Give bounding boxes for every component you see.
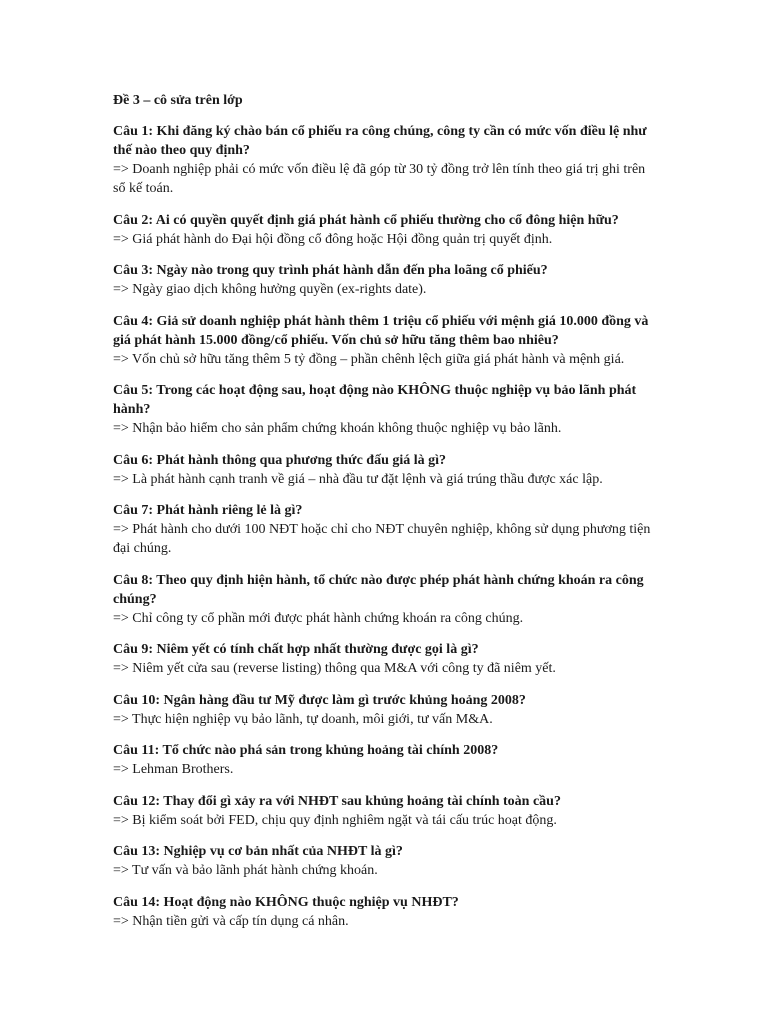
qa-item-1	[113, 122, 658, 198]
question-14: Câu 14: Hoạt động nào KHÔNG thuộc nghiệp vụ NHĐT?	[113, 894, 459, 910]
answer-12: => Bị kiểm soát bởi FED, chịu quy định nghiêm ngặt và tái cấu trúc hoạt động.	[113, 812, 557, 828]
question-3: Câu 3: Ngày nào trong quy trình phát hành dẫn đến pha loãng cổ phiếu?	[113, 263, 548, 278]
qa-item-13	[113, 842, 658, 880]
question-6: Câu 6: Phát hành thông qua phương thức đấu giá là gì?	[113, 452, 447, 468]
answer-2: => Giá phát hành do Đại hội đồng cổ đông hoặc Hội đồng quản trị quyết định.	[113, 231, 553, 247]
qa-item-4	[113, 312, 658, 369]
question-12: Câu 12: Thay đổi gì xảy ra với NHĐT sau khủng hoảng tài chính toàn cầu?	[113, 793, 561, 809]
answer-14: => Nhận tiền gửi và cấp tín dụng cá nhân.	[113, 913, 349, 929]
question-4: Câu 4: Giả sử doanh nghiệp phát hành thêm 1 triệu cổ phiếu với mệnh giá 10.000 đồng và giá phát hành 15.000 đồng/cổ phiếu. Vốn chủ sở hữu tăng thêm bao nhiêu?	[113, 313, 649, 348]
qa-item-7	[113, 501, 658, 558]
question-5: Câu 5: Trong các hoạt động sau, hoạt động nào KHÔNG thuộc nghiệp vụ bảo lãnh phát hành?	[113, 383, 637, 417]
qa-item-2	[113, 211, 658, 249]
question-2: Câu 2: Ai có quyền quyết định giá phát hành cổ phiếu thường cho cổ đông hiện hữu?	[113, 212, 619, 228]
answer-10: => Thực hiện nghiệp vụ bảo lãnh, tự doanh, môi giới, tư vấn M&A.	[113, 711, 493, 727]
qa-item-3	[113, 261, 658, 299]
question-9: Câu 9: Niêm yết có tính chất hợp nhất thường được gọi là gì?	[113, 642, 479, 657]
document-title: Đề 3 – cô sửa trên lớp	[113, 93, 243, 108]
qa-item-10	[113, 691, 658, 729]
answer-11: => Lehman Brothers.	[113, 762, 234, 777]
qa-item-11	[113, 741, 658, 779]
answer-1: => Doanh nghiệp phải có mức vốn điều lệ đã góp từ 30 tỷ đồng trở lên tính theo giá trị ghi trên sổ kế toán.	[113, 162, 646, 196]
answer-8: => Chỉ công ty cổ phần mới được phát hành chứng khoán ra công chúng.	[113, 610, 524, 626]
question-1: Câu 1: Khi đăng ký chào bán cổ phiếu ra công chúng, công ty cần có mức vốn điều lệ như thế nào theo quy định?	[113, 124, 647, 158]
qa-item-9	[113, 640, 658, 678]
answer-13: => Tư vấn và bảo lãnh phát hành chứng khoán.	[113, 863, 378, 878]
question-8: Câu 8: Theo quy định hiện hành, tổ chức nào được phép phát hành chứng khoán ra công chúng?	[113, 572, 644, 607]
qa-item-14	[113, 893, 658, 931]
answer-3: => Ngày giao dịch không hưởng quyền (ex-rights date).	[113, 282, 427, 297]
answer-9: => Niêm yết cửa sau (reverse listing) thông qua M&A với công ty đã niêm yết.	[113, 661, 556, 676]
question-10: Câu 10: Ngân hàng đầu tư Mỹ được làm gì trước khủng hoảng 2008?	[113, 692, 526, 708]
document-page	[113, 91, 658, 943]
answer-4: => Vốn chủ sở hữu tăng thêm 5 tỷ đồng – phần chênh lệch giữa giá phát hành và mệnh giá.	[113, 351, 625, 367]
answer-6: => Là phát hành cạnh tranh về giá – nhà đầu tư đặt lệnh và giá trúng thầu được xác lập.	[113, 471, 603, 487]
qa-item-6	[113, 451, 658, 489]
question-11: Câu 11: Tổ chức nào phá sản trong khủng hoảng tài chính 2008?	[113, 743, 499, 758]
question-13: Câu 13: Nghiệp vụ cơ bản nhất của NHĐT là gì?	[113, 844, 403, 859]
qa-item-5	[113, 381, 658, 438]
answer-5: => Nhận bảo hiểm cho sản phẩm chứng khoán không thuộc nghiệp vụ bảo lãnh.	[113, 421, 562, 436]
qa-item-12	[113, 792, 658, 830]
answer-7: => Phát hành cho dưới 100 NĐT hoặc chỉ cho NĐT chuyên nghiệp, không sử dụng phương tiện đại chúng.	[113, 522, 651, 556]
qa-item-8	[113, 571, 658, 628]
question-7: Câu 7: Phát hành riêng lẻ là gì?	[113, 503, 303, 518]
